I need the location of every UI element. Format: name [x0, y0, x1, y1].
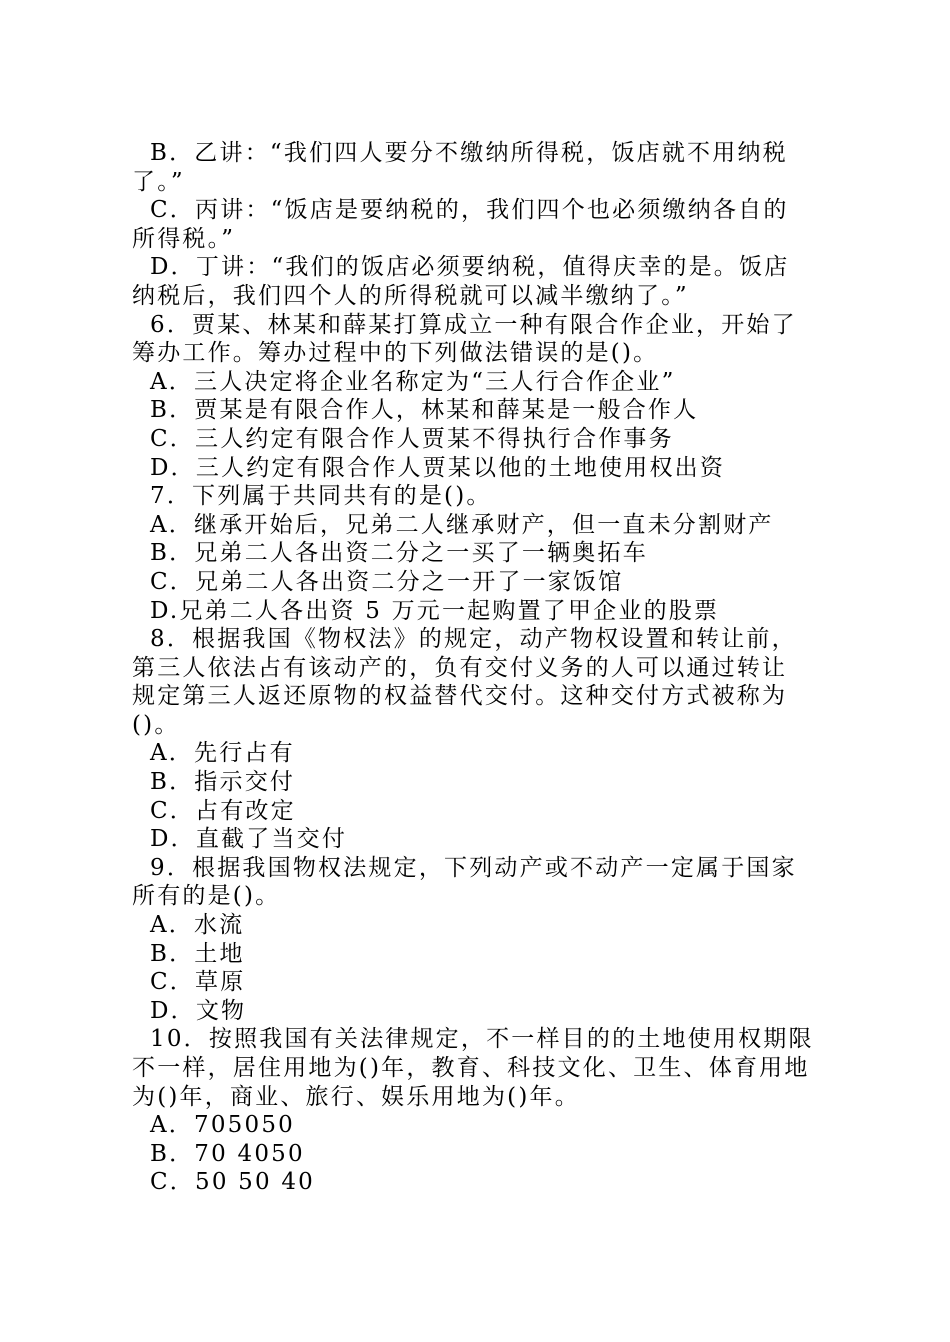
text-line: A．继承开始后，兄弟二人继承财产，但一直未分割财产 [150, 511, 774, 538]
text-line: 不一样，居住用地为()年，教育、科技文化、卫生、体育用地 [132, 1055, 810, 1081]
text-line: D．文物 [150, 997, 247, 1024]
text-line: 为()年，商业、旅行、娱乐用地为()年。 [132, 1083, 580, 1110]
document-body [132, 139, 822, 1197]
text-line: D．丁讲：“我们的饭店必须要纳税，值得庆幸的是。饭店 [150, 254, 790, 281]
text-line: D.兄弟二人各出资 5 万元一起购置了甲企业的股票 [150, 597, 720, 624]
text-line: 所有的是()。 [132, 883, 281, 910]
text-line: D．三人约定有限合作人贾某以他的土地使用权出资 [150, 454, 726, 481]
text-line: D．直截了当交付 [150, 826, 348, 853]
text-line: C．丙讲：“饭店是要纳税的，我们四个也必须缴纳各自的 [150, 197, 789, 224]
text-line: C．兄弟二人各出资二分之一开了一家饭馆 [150, 568, 624, 595]
text-line: A．水流 [150, 912, 245, 939]
text-line: B．兄弟二人各出资二分之一买了一辆奥拓车 [150, 540, 648, 567]
text-line: 7．下列属于共同共有的是()。 [150, 483, 492, 510]
text-line: C．三人约定有限合作人贾某不得执行合作事务 [150, 425, 674, 452]
text-line: B．乙讲：“我们四人要分不缴纳所得税，饭店就不用纳税 [150, 140, 788, 166]
text-line: C．草原 [150, 969, 246, 996]
text-line: B．指示交付 [150, 769, 296, 796]
text-line: B．贾某是有限合作人，林某和薛某是一般合作人 [150, 397, 699, 424]
text-line: 10．按照我国有关法律规定，不一样目的的土地使用权期限 [150, 1026, 814, 1053]
text-line: B．土地 [150, 940, 245, 967]
text-line: 了。” [132, 168, 185, 195]
text-line: C．占有改定 [150, 797, 296, 824]
text-line: 8．根据我国《物权法》的规定，动产物权设置和转让前， [150, 626, 797, 653]
text-line: 9．根据我国物权法规定，下列动产或不动产一定属于国家 [150, 854, 797, 881]
text-line: 规定第三人返还原物的权益替代交付。这种交付方式被称为 [132, 683, 788, 710]
text-line: A．先行占有 [150, 740, 295, 767]
text-line: ()。 [132, 711, 180, 738]
text-line: 6．贾某、林某和薛某打算成立一种有限合作企业，开始了 [150, 311, 797, 338]
text-line: B．70 4050 [150, 1140, 305, 1167]
text-line: 所得税。” [132, 225, 236, 252]
text-line: A．705050 [150, 1112, 296, 1139]
text-line: A．三人决定将企业名称定为“三人行合作企业” [150, 368, 676, 395]
text-line: 纳税后，我们四个人的所得税就可以减半缴纳了。” [132, 282, 689, 309]
text-line: C．50 50 40 [150, 1169, 316, 1196]
text-line: 筹办工作。筹办过程中的下列做法错误的是()。 [132, 340, 659, 367]
text-line: 第三人依法占有该动产的，负有交付义务的人可以通过转让 [132, 654, 788, 681]
